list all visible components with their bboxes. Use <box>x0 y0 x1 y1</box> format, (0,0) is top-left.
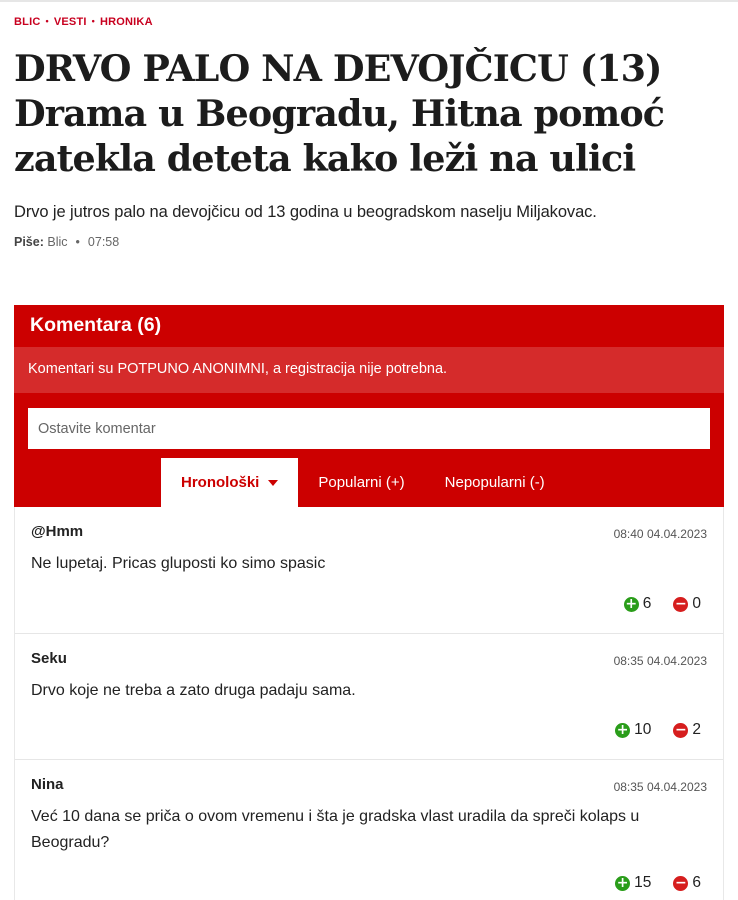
upvote-button[interactable] <box>615 721 651 739</box>
comment-author: Nina <box>31 776 64 793</box>
comment-text: Već 10 dana se priča o ovom vremenu i šta je gradska vlast uradila da spreči kolaps u Beogradu? <box>31 808 640 851</box>
comment-time: 08:35 04.04.2023 <box>613 780 707 794</box>
comment-votes <box>615 874 701 892</box>
comment-item <box>15 760 723 900</box>
downvote-button[interactable] <box>673 595 701 613</box>
comments-header <box>14 305 724 347</box>
comment-votes <box>615 721 701 739</box>
minus-circle-icon: − <box>675 874 687 891</box>
author-label: Piše: <box>14 235 44 249</box>
meta-separator: • <box>75 235 80 249</box>
plus-circle-icon: + <box>625 595 638 612</box>
comments-section <box>14 305 724 900</box>
tab-unpopular-label: Nepopularni (-) <box>444 474 545 491</box>
article-headline: DRVO PALO NA DEVOJČICU (13) Drama u Beogradu, Hitna pomoć zatekla deteta kako leži na ulici <box>14 47 665 180</box>
comment-item <box>15 634 723 760</box>
caret-down-icon <box>268 480 278 486</box>
author-name: Blic <box>47 235 68 249</box>
comment-text: Drvo koje ne treba a zato druga padaju sama. <box>31 682 356 699</box>
top-border <box>0 0 738 2</box>
minus-circle-icon: − <box>675 595 687 612</box>
downvote-button[interactable] <box>673 874 701 892</box>
comment-author: Seku <box>31 650 67 667</box>
minus-circle-icon: − <box>675 721 687 738</box>
upvote-count: 6 <box>642 595 652 612</box>
breadcrumb-separator: • <box>91 16 95 26</box>
comment-form <box>14 393 724 507</box>
publish-time: 07:58 <box>87 235 120 249</box>
comment-time: 08:40 04.04.2023 <box>613 527 707 541</box>
breadcrumb-separator: • <box>45 16 49 26</box>
downvote-button[interactable] <box>673 721 701 739</box>
upvote-count: 15 <box>634 874 652 891</box>
article-lead: Drvo je jutros palo na devojčicu od 13 godina u beogradskom naselju Miljakovac. <box>14 203 597 221</box>
tab-popular[interactable] <box>298 458 424 507</box>
sort-tabs <box>161 458 565 507</box>
downvote-count: 2 <box>692 721 701 738</box>
comment-text: Ne lupetaj. Pricas gluposti ko simo spasic <box>31 555 326 572</box>
upvote-count: 10 <box>634 721 652 738</box>
comments-title: Komentara (6) <box>30 314 162 336</box>
tab-chronological-label: Hronološki <box>181 474 260 491</box>
breadcrumb-item-vesti[interactable]: VESTI <box>53 16 87 28</box>
anonymous-notice: Komentari su POTPUNO ANONIMNI, a registracija nije potrebna. <box>14 347 724 393</box>
comment-time: 08:35 04.04.2023 <box>613 654 707 668</box>
tab-chronological[interactable] <box>161 458 298 507</box>
breadcrumb-item-hronika[interactable]: HRONIKA <box>99 16 153 28</box>
downvote-count: 0 <box>692 595 701 612</box>
breadcrumb <box>14 16 153 28</box>
upvote-button[interactable] <box>624 595 652 613</box>
downvote-count: 6 <box>692 874 701 891</box>
upvote-button[interactable] <box>615 874 651 892</box>
breadcrumb-item-blic[interactable]: BLIC <box>14 16 41 28</box>
tab-popular-label: Popularni (+) <box>318 474 405 491</box>
tab-unpopular[interactable] <box>425 458 565 507</box>
plus-circle-icon: + <box>616 721 629 738</box>
plus-circle-icon: + <box>616 874 629 891</box>
comment-list <box>14 507 724 900</box>
comment-input[interactable] <box>28 408 710 449</box>
article-meta <box>14 235 119 249</box>
comment-votes <box>624 595 701 613</box>
comment-item <box>15 507 723 634</box>
comment-author: @Hmm <box>31 523 84 540</box>
